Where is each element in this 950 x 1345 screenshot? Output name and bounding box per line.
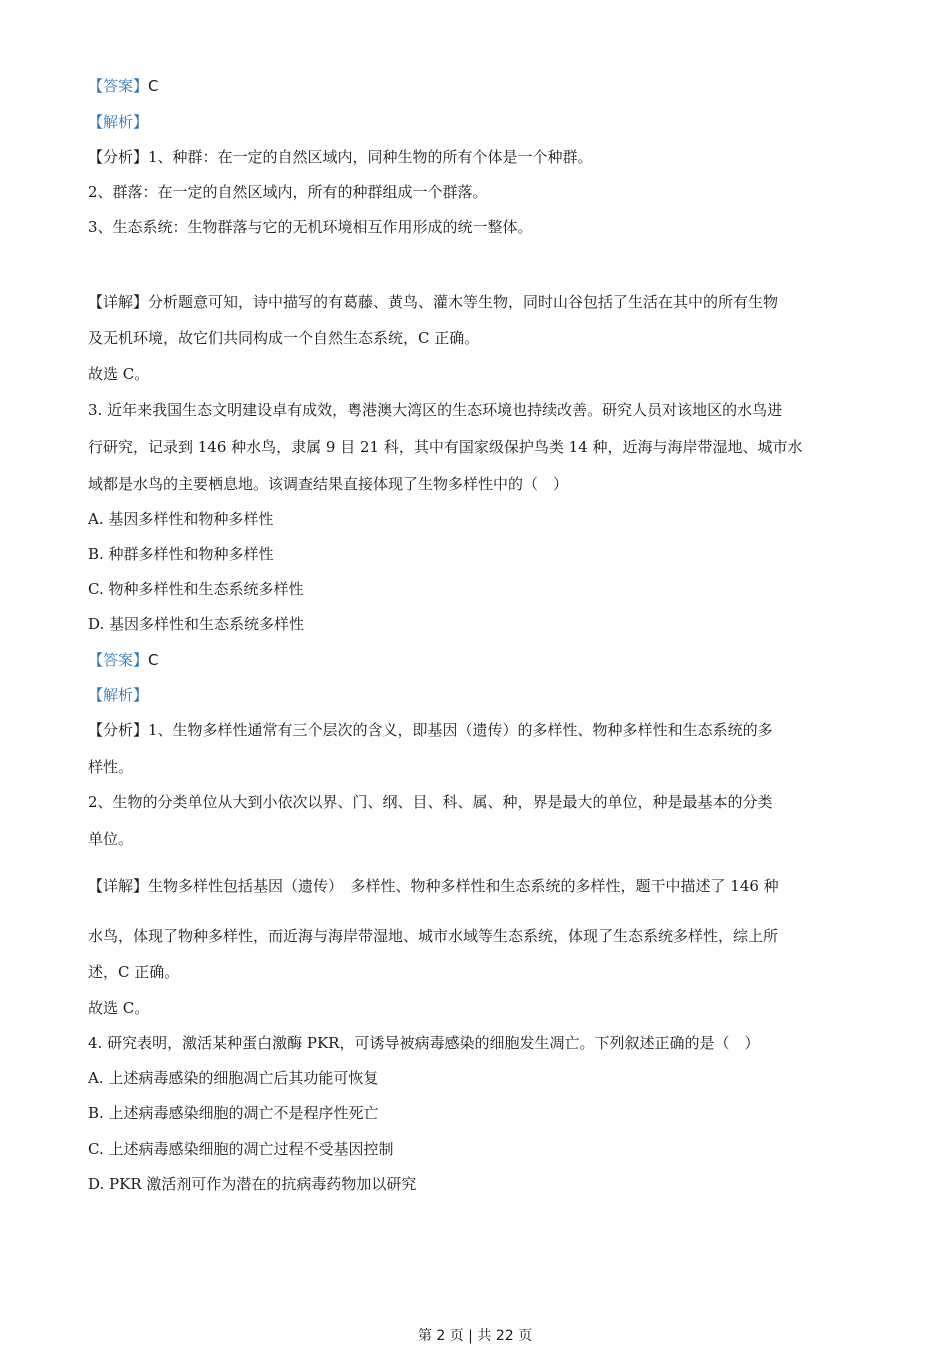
answer-value: C	[148, 651, 159, 669]
q3-fenxi-line-2: 样性。	[88, 758, 134, 776]
q3-option-d: D. 基因多样性和生态系统多样性	[88, 615, 305, 633]
q3-xiangjie-line-2: 水鸟，体现了物种多样性，而近海与海岸带湿地、城市水域等生态系统，体现了生态系统多样性，综上所	[88, 927, 779, 945]
q3-option-c: C. 物种多样性和生态系统多样性	[88, 580, 304, 598]
q3-option-b: B. 种群多样性和物种多样性	[88, 545, 274, 563]
xiangjie-label: 【详解】	[88, 293, 149, 311]
q3-fenxi-line-1: 【分析】1、生物多样性通常有三个层次的含义，即基因（遗传）的多样性、物种多样性和生态系统的多	[88, 721, 773, 739]
fenxi-label: 【分析】	[88, 721, 149, 739]
q3-stem-line-1: 3. 近年来我国生态文明建设卓有成效，粤港澳大湾区的生态环境也持续改善。研究人员对该地区的水鸟进	[88, 401, 783, 419]
q3-xiangjie-line-3: 述，C 正确。	[88, 963, 180, 981]
q2-xiangjie-line-1: 【详解】分析题意可知，诗中描写的有葛藤、黄鸟、灌木等生物，同时山谷包括了生活在其中的所有生物	[88, 293, 779, 311]
page-footer: 第 2 页 | 共 22 页	[417, 1328, 533, 1344]
q3-stem-line-3: 域都是水鸟的主要栖息地。该调查结果直接体现了生物多样性中的（ ）	[88, 475, 569, 493]
q4-stem: 4. 研究表明，激活某种蛋白激酶 PKR，可诱导被病毒感染的细胞发生凋亡。下列叙述正确的是（ ）	[88, 1034, 760, 1052]
current-page: 2	[436, 1328, 446, 1344]
q3-stem-line-2: 行研究，记录到 146 种水鸟，隶属 9 目 21 科，其中有国家级保护鸟类 14 种，近海与海岸带湿地、城市水	[88, 438, 803, 456]
q2-choose: 故选 C。	[88, 365, 150, 383]
q2-fenxi-line-2: 2、群落：在一定的自然区域内，所有的种群组成一个群落。	[88, 183, 488, 201]
answer-label: 【答案】	[88, 651, 149, 669]
q4-option-a: A. 上述病毒感染的细胞凋亡后其功能可恢复	[88, 1069, 379, 1087]
fenxi-label: 【分析】	[88, 148, 149, 166]
q2-analysis-label: 【解析】	[88, 113, 149, 131]
q2-answer	[88, 76, 159, 96]
q4-option-d: D. PKR 激活剂可作为潜在的抗病毒药物加以研究	[88, 1175, 417, 1193]
q3-analysis-label: 【解析】	[88, 686, 149, 704]
answer-label: 【答案】	[88, 77, 149, 95]
xiangjie-label: 【详解】	[88, 877, 149, 895]
q4-option-b: B. 上述病毒感染细胞的凋亡不是程序性死亡	[88, 1104, 379, 1122]
q3-fenxi-line-4: 单位。	[88, 830, 134, 848]
q3-option-a: A. 基因多样性和物种多样性	[88, 510, 274, 528]
q4-option-c: C. 上述病毒感染细胞的凋亡过程不受基因控制	[88, 1140, 394, 1158]
q3-answer	[88, 650, 159, 670]
q2-fenxi-line-1: 【分析】1、种群：在一定的自然区域内，同种生物的所有个体是一个种群。	[88, 148, 593, 166]
q3-xiangjie-line-1: 【详解】生物多样性包括基因（遗传） 多样性、物种多样性和生态系统的多样性，题干中描述了 146 种	[88, 877, 779, 895]
q3-choose: 故选 C。	[88, 999, 150, 1017]
q2-xiangjie-line-2: 及无机环境，故它们共同构成一个自然生态系统，C 正确。	[88, 329, 480, 347]
q3-fenxi-line-3: 2、生物的分类单位从大到小依次以界、门、纲、目、科、属、种，界是最大的单位，种是最基本的分类	[88, 793, 773, 811]
answer-value: C	[148, 77, 159, 95]
q2-fenxi-line-3: 3、生态系统：生物群落与它的无机环境相互作用形成的统一整体。	[88, 218, 533, 236]
total-pages: 22	[495, 1328, 514, 1344]
